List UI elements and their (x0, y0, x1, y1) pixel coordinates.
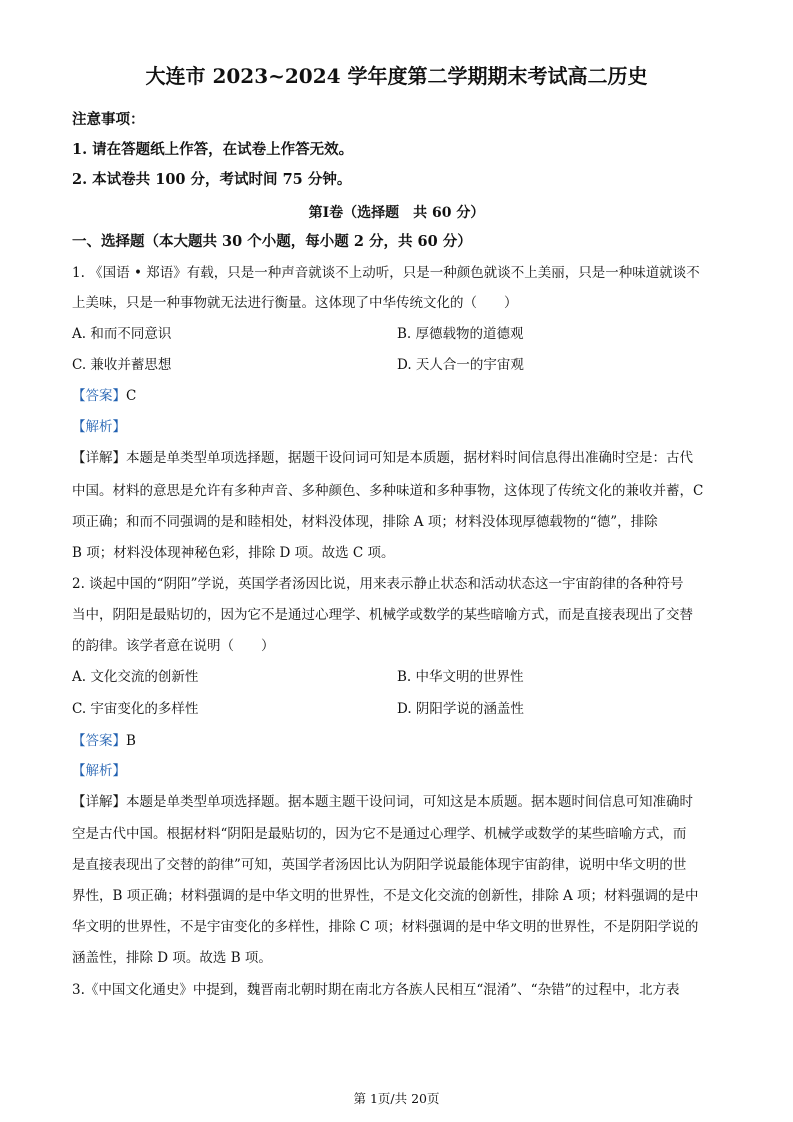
question-2-detail-line-3: 是直接表现出了交替的韵律”可知，英国学者汤因比认为阴阳学说最能体现宇宙韵律，说明中华文明的世 (72, 857, 687, 873)
question-2-detail-line-5: 华文明的世界性，不是宇宙变化的多样性，排除 C 项；材料强调的是中华文明的世界性，不是阴阳学说的 (72, 919, 699, 935)
question-1-detail-line-3: 项正确；和而不同强调的是和睦相处，材料没体现，排除 A 项；材料没体现厚德载物的“德”，排除 (72, 514, 658, 530)
question-2-option-c: C. 宇宙变化的多样性 (72, 701, 199, 717)
answer-tag: 【答案】 (72, 733, 126, 749)
question-2-stem-line-1: 2. 谈起中国的“阴阳”学说，英国学者汤因比说，用来表示静止状态和活动状态这一宇宙韵律的各种符号 (72, 576, 684, 592)
question-1-analysis-tag: 【解析】 (72, 419, 126, 435)
question-1-answer (72, 386, 136, 406)
question-2-answer (72, 731, 136, 751)
question-2-detail-line-2: 空是古代中国。根据材料“阴阳是最贴切的，因为它不是通过心理学、机械学或数学的某些暗喻方式，而 (72, 826, 687, 842)
answer-tag: 【答案】 (72, 388, 126, 404)
question-3-stem-line-1: 3.《中国文化通史》中提到，魏晋南北朝时期在南北方各族人民相互“混淆”、“杂错”的过程中，北方表 (72, 982, 680, 998)
detail-text: 本题是单类型单项选择题。据本题主题干设问词，可知这是本质题。据本题时间信息可知准确时 (126, 794, 693, 810)
question-1-option-c: C. 兼收并蓄思想 (72, 357, 172, 373)
volume-title: 第Ⅰ卷（选择题 共 60 分） (308, 205, 485, 221)
question-2-option-a: A. 文化交流的创新性 (72, 669, 199, 685)
notice-heading: 注意事项： (72, 111, 145, 128)
notice-item-2: 2. 本试卷共 100 分，考试时间 75 分钟。 (72, 171, 352, 188)
answer-value: B (126, 733, 136, 749)
question-1-option-a: A. 和而不同意识 (72, 326, 172, 342)
page-title: 大连市 2023~2024 学年度第二学期期末考试高二历史 (145, 64, 648, 88)
detail-tag: 【详解】 (72, 450, 126, 466)
part-title: 一、选择题（本大题共 30 个小题，每小题 2 分，共 60 分） (72, 233, 472, 250)
question-2-stem-line-3: 的韵律。该学者意在说明（ ） (72, 638, 275, 654)
detail-tag: 【详解】 (72, 794, 126, 810)
question-1-stem-line-1: 1. 《国语 • 郑语》有载，只是一种声音就谈不上动听，只是一种颜色就谈不上美丽，只是一种味道就谈不 (72, 265, 700, 281)
question-2-detail-line-6: 涵盖性，排除 D 项。故选 B 项。 (72, 950, 272, 966)
question-1-option-b: B. 厚德载物的道德观 (397, 326, 524, 342)
notice-item-1: 1. 请在答题纸上作答，在试卷上作答无效。 (72, 141, 354, 158)
detail-text: 本题是单类型单项选择题，据题干设问词可知是本质题，据材料时间信息得出准确时空是：古代 (126, 450, 693, 466)
question-1-stem-line-2: 上美味，只是一种事物就无法进行衡量。这体现了中华传统文化的（ ） (72, 295, 518, 311)
question-1-detail-line-1 (72, 448, 693, 468)
question-2-option-d: D. 阴阳学说的涵盖性 (397, 701, 524, 717)
question-2-analysis-tag: 【解析】 (72, 763, 126, 779)
question-2-detail-line-1 (72, 792, 693, 812)
question-1-detail-line-2: 中国。材料的意思是允许有多种声音、多种颜色、多种味道和多种事物，这体现了传统文化的兼收并蓄，C (72, 483, 704, 499)
question-2-option-b: B. 中华文明的世界性 (397, 669, 524, 685)
answer-value: C (126, 388, 137, 404)
page-footer: 第 1页/共 20页 (353, 1091, 440, 1106)
question-2-stem-line-2: 当中，阴阳是最贴切的，因为它不是通过心理学、机械学或数学的某些暗喻方式，而是直接表现出了交替 (72, 607, 693, 623)
question-1-option-d: D. 天人合一的宇宙观 (397, 357, 524, 373)
question-1-detail-line-4: B 项；材料没体现神秘色彩，排除 D 项。故选 C 项。 (72, 545, 395, 561)
question-2-detail-line-4: 界性，B 项正确；材料强调的是中华文明的世界性，不是文化交流的创新性，排除 A 项；材料强调的是中 (72, 888, 699, 904)
